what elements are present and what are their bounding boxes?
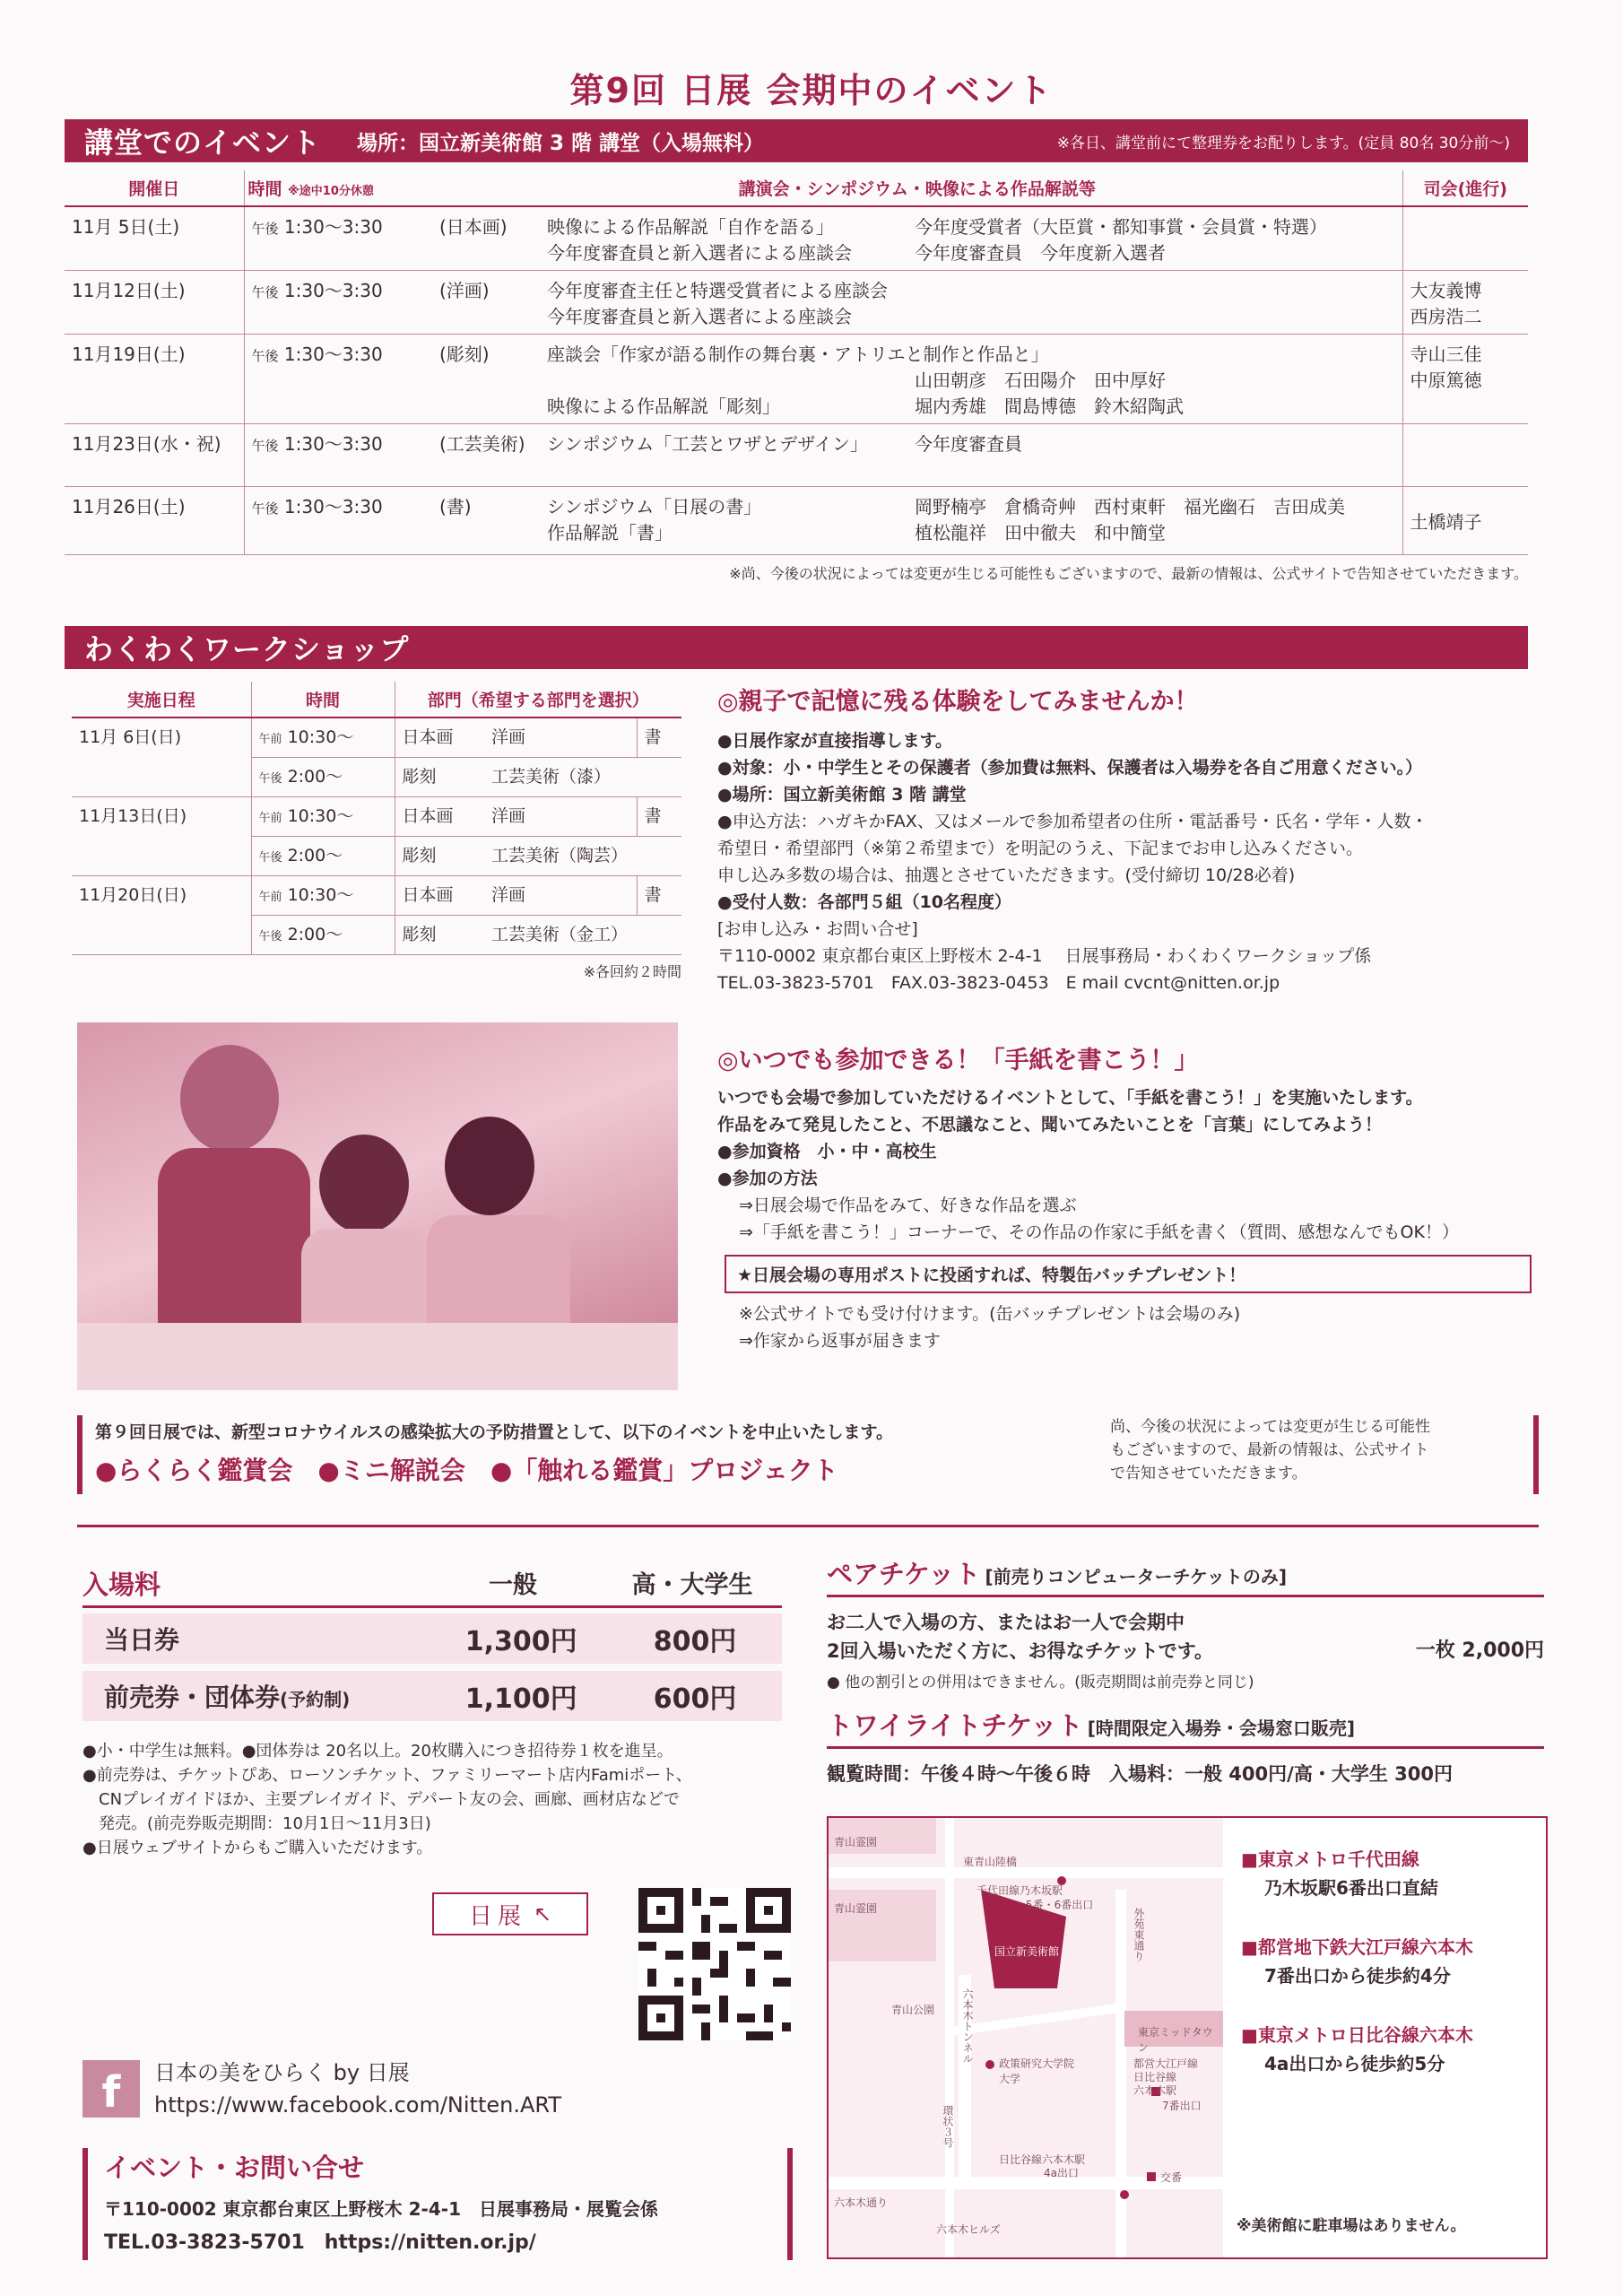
letter-line: ⇒日展会場で作品をみて、好きな作品を選ぶ bbox=[739, 1196, 1077, 1215]
col-mc: 司会(進行) bbox=[1402, 170, 1528, 206]
row-content: 今年度審査主任と特選受賞者による座談会 今年度審査員と新入選者による座談会 bbox=[540, 271, 1402, 335]
facebook-text: 日本の美をひらく by 日展 https://www.facebook.com/Nitten.ART bbox=[154, 2060, 561, 2118]
map-label: 日比谷線六本木駅 bbox=[999, 2153, 1086, 2166]
info-line: ●場所：国立新美術館 3 階 講堂 bbox=[717, 785, 967, 804]
twilight-sub: [時間限定入場券・会場窓口販売] bbox=[1087, 1718, 1356, 1739]
letter-line: ●参加の方法 bbox=[717, 1169, 818, 1188]
access-line: ■東京メトロ日比谷線六本木 bbox=[1241, 2024, 1473, 2046]
parking-note: ※美術館に駐車場はありません。 bbox=[1237, 2217, 1466, 2235]
workshop-info bbox=[717, 682, 1551, 996]
info-line: 申し込み多数の場合は、抽選とさせていただきます。(受付締切 10/28必着) bbox=[717, 865, 1296, 885]
fee-general: 1,300円 bbox=[464, 1626, 577, 1657]
row-content: シンポジウム「工芸とワザとデザイン」 今年度審査員 bbox=[540, 424, 1402, 487]
fee-row bbox=[82, 1671, 782, 1721]
dept: 彫刻 bbox=[395, 836, 484, 875]
fees-section bbox=[82, 1565, 782, 1930]
dept: 工芸美術（陶芸） bbox=[484, 836, 681, 875]
map-label: 環状３号 bbox=[942, 2105, 954, 2148]
dept: 洋画 bbox=[484, 718, 637, 757]
letter-line: ●参加資格 小・中・高校生 bbox=[717, 1142, 937, 1161]
dept: 日本画 bbox=[395, 796, 484, 836]
pair-price: 一枚 2,000円 bbox=[1415, 1639, 1544, 1662]
twilight-line: 観覧時間：午後４時〜午後６時 入場料：一般 400円/高・大学生 300円 bbox=[827, 1763, 1453, 1785]
row-genre: (日本画) bbox=[432, 206, 540, 271]
info-line: ●対象：小・中学生とその保護者（参加費は無料、保護者は入場券を各自ご用意ください。） bbox=[717, 758, 1423, 778]
contact-heading: イベント・お問い合せ bbox=[104, 2152, 365, 2183]
fees-heading: 入場料 bbox=[82, 1570, 161, 1600]
workshop-photo bbox=[77, 1022, 678, 1390]
search-box[interactable] bbox=[432, 1892, 588, 1935]
row-genre: (工芸美術) bbox=[432, 424, 540, 487]
dept: 彫刻 bbox=[395, 757, 484, 796]
ws-duration-note: ※各回約２時間 bbox=[583, 962, 681, 980]
dept: 書 bbox=[637, 718, 681, 757]
map-label: 都営大江戸線 bbox=[1133, 2057, 1199, 2070]
dept: 書 bbox=[637, 796, 681, 836]
twilight-header bbox=[827, 1706, 1544, 1749]
map-label: 4a出口 bbox=[1044, 2167, 1079, 2179]
ws-pm: 午後 2:00〜 bbox=[251, 757, 395, 796]
cursor-icon: ↖ bbox=[533, 1901, 552, 1926]
row-time: 午後 1:30〜3:30 bbox=[244, 271, 432, 335]
map-label: 7番出口 bbox=[1162, 2100, 1202, 2112]
row-genre: (彫刻) bbox=[432, 335, 540, 424]
col-time: 時間 ※途中10分休憩 bbox=[244, 170, 432, 206]
fees-col-student: 高・大学生 bbox=[631, 1571, 753, 1599]
ws-date: 11月13日(日) bbox=[72, 796, 251, 875]
pair-section bbox=[827, 1554, 1544, 1787]
qr-code-icon[interactable] bbox=[638, 1888, 791, 2040]
access-line: ■都営地下鉄大江戸線六本木 bbox=[1241, 1936, 1473, 1958]
facebook-icon: f bbox=[82, 2060, 140, 2118]
row-date: 11月12日(土) bbox=[65, 271, 244, 335]
row-content: 座談会「作家が語る制作の舞台裏・アトリエと制作と作品と」 山田朝彦 石田陽介 田中厚好 映像による作品解説「彫刻」 堀内秀雄 間島博德 鈴木紹陶武 bbox=[540, 335, 1402, 424]
pair-body: お二人で入場の方、またはお一人で会期中 2回入場いただく方に、お得なチケットです。 一枚 2,000円 bbox=[827, 1608, 1544, 1665]
map-label: 青山霊園 bbox=[834, 1836, 878, 1848]
dept: 日本画 bbox=[395, 875, 484, 915]
lecture-band bbox=[65, 119, 1528, 162]
map-label: 六本木駅 bbox=[1133, 2084, 1177, 2097]
divider bbox=[77, 1525, 1539, 1527]
info-line: ●申込方法：ハガキかFAX、又はメールで参加希望者の住所・電話番号・氏名・学年・人数・ bbox=[717, 812, 1428, 831]
lecture-footnote: ※尚、今後の状況によっては変更が生じる可能性もございますので、最新の情報は、公式サイトで告知させていただきます。 bbox=[729, 565, 1528, 582]
lecture-notice: ※各日、講堂前にて整理券をお配りします。(定員 80名 30分前〜) bbox=[1056, 134, 1510, 152]
row-time: 午後 1:30〜3:30 bbox=[244, 487, 432, 555]
dept: 日本画 bbox=[395, 718, 484, 757]
map-label: 政策研究大学院大学 bbox=[999, 2057, 1075, 2085]
ws-info-title: ◎親子で記憶に残る体験をしてみませんか！ bbox=[717, 688, 1199, 716]
fee-label: 当日券 bbox=[104, 1625, 180, 1655]
map-label: 外苑東通り bbox=[1133, 1908, 1145, 1961]
col-content: 講演会・シンポジウム・映像による作品解説等 bbox=[432, 170, 1402, 206]
letter-box: ★日展会場の専用ポストに投函すれば、特製缶バッチプレゼント！ bbox=[725, 1255, 1532, 1293]
twilight-heading: トワイライトチケット bbox=[827, 1710, 1083, 1741]
photo-image bbox=[77, 1022, 678, 1390]
map-label: 5番・6番出口 bbox=[1026, 1899, 1094, 1911]
access-list bbox=[1241, 1845, 1537, 2078]
access-line: ■東京メトロ千代田線 bbox=[1241, 1848, 1419, 1870]
ws-am: 午前 10:30〜 bbox=[251, 718, 395, 757]
cancel-bar-right bbox=[1533, 1415, 1539, 1494]
cancel-items: ●らくらく鑑賞会 ●ミニ解説会 ●「触れる鑑賞」プロジェクト bbox=[95, 1456, 838, 1485]
contact-tel: TEL.03-3823-5701 https://nitten.or.jp/ bbox=[104, 2231, 536, 2254]
ws-col-date: 実施日程 bbox=[72, 682, 251, 718]
lecture-schedule bbox=[65, 170, 1528, 555]
dept: 書 bbox=[637, 875, 681, 915]
row-date: 11月23日(水・祝) bbox=[65, 424, 244, 487]
table-row bbox=[72, 875, 681, 915]
map-label: 青山霊園 bbox=[834, 1902, 878, 1915]
row-date: 11月19日(土) bbox=[65, 335, 244, 424]
letter-line: ⇒作家から返事が届きます bbox=[739, 1331, 941, 1351]
dept: 洋画 bbox=[484, 875, 637, 915]
row-mc bbox=[1402, 424, 1528, 487]
access-detail: 乃木坂駅6番出口直結 bbox=[1264, 1877, 1438, 1899]
row-content: シンポジウム「日展の書」 岡野楠亭 倉橋奇艸 西村東軒 福光幽石 吉田成美 作品解説「書」 植松龍祥 田中徹夫 和中簡堂 bbox=[540, 487, 1402, 555]
contact-bar-right bbox=[787, 2148, 793, 2260]
row-genre: (洋画) bbox=[432, 271, 540, 335]
search-label: 日展 bbox=[468, 1902, 526, 1930]
row-mc: 土橋靖子 bbox=[1402, 487, 1528, 555]
fee-student: 600円 bbox=[653, 1683, 737, 1715]
map-label: 東京ミッドタウン bbox=[1138, 2026, 1213, 2054]
lecture-heading: 講堂でのイベント bbox=[84, 126, 322, 160]
table-row bbox=[65, 424, 1528, 487]
row-genre: (書) bbox=[432, 487, 540, 555]
ws-date: 11月 6日(日) bbox=[72, 718, 251, 796]
row-mc bbox=[1402, 206, 1528, 271]
row-time: 午後 1:30〜3:30 bbox=[244, 206, 432, 271]
fee-row bbox=[82, 1613, 782, 1664]
access-detail: 4a出口から徒歩約5分 bbox=[1264, 2053, 1445, 2074]
dept: 洋画 bbox=[484, 796, 637, 836]
info-line: ●受付人数：各部門５組（10名程度） bbox=[717, 892, 1012, 912]
contact-address: 〒110-0002 東京都台東区上野桜木 2-4-1 日展事務局・展覧会係 bbox=[104, 2198, 658, 2220]
cancel-bar-left bbox=[77, 1415, 82, 1494]
letter-section bbox=[717, 1040, 1551, 1354]
map-label: 六本木通り bbox=[834, 2196, 889, 2209]
row-date: 11月 5日(土) bbox=[65, 206, 244, 271]
workshop-schedule bbox=[72, 682, 681, 955]
map-label: 国立新美術館 bbox=[994, 1945, 1060, 1958]
info-line: [お申し込み・お問い合せ] bbox=[717, 919, 918, 939]
map-label: 交番 bbox=[1160, 2171, 1183, 2184]
row-time: 午後 1:30〜3:30 bbox=[244, 335, 432, 424]
table-row bbox=[65, 206, 1528, 271]
ws-am: 午前 10:30〜 bbox=[251, 796, 395, 836]
row-time: 午後 1:30〜3:30 bbox=[244, 424, 432, 487]
table-row bbox=[65, 335, 1528, 424]
fee-label: 前売券・団体券(予約制) bbox=[104, 1683, 351, 1712]
col-date: 開催日 bbox=[65, 170, 244, 206]
row-mc: 寺山三佳 中原篤徳 bbox=[1402, 335, 1528, 424]
map-label: 東青山陸橋 bbox=[963, 1856, 1018, 1868]
table-row bbox=[72, 796, 681, 836]
dept: 彫刻 bbox=[395, 915, 484, 954]
map-label: 日比谷線 bbox=[1133, 2071, 1177, 2083]
dept: 工芸美術（金工） bbox=[484, 915, 681, 954]
pair-sub: [前売りコンピューターチケットのみ] bbox=[985, 1566, 1287, 1587]
info-line: 希望日・希望部門（※第２希望まで）を明記のうえ、下記までお申し込みください。 bbox=[717, 839, 1364, 858]
row-date: 11月26日(土) bbox=[65, 487, 244, 555]
fee-student: 800円 bbox=[653, 1626, 737, 1657]
map-label: 千代田線乃木坂駅 bbox=[976, 1884, 1063, 1897]
pair-note: ● 他の割引との併用はできません。(販売期間は前売券と同じ) bbox=[827, 1674, 1254, 1692]
lecture-venue: 場所：国立新美術館 3 階 講堂（入場無料） bbox=[357, 131, 765, 155]
workshop-table bbox=[72, 682, 681, 981]
workshop-band bbox=[65, 626, 1528, 669]
fees-col-general: 一般 bbox=[489, 1571, 537, 1599]
row-content: 映像による作品解説「自作を語る」 今年度受賞者（大臣賞・都知事賞・会員賞・特選） 今年度審査員と新入選者による座談会 今年度審査員 今年度新入選者 bbox=[540, 206, 1402, 271]
lecture-table bbox=[65, 170, 1528, 583]
page-title: 第9回 日展 会期中のイベント bbox=[569, 71, 1054, 110]
cancel-notice bbox=[77, 1415, 1539, 1494]
map-area bbox=[829, 1818, 1223, 2257]
access-detail: 7番出口から徒歩約4分 bbox=[1264, 1965, 1451, 1987]
info-line: 〒110-0002 東京都台東区上野桜木 2-4-1 日展事務局・わくわくワークショップ係 bbox=[717, 946, 1372, 966]
contact-section bbox=[82, 2148, 800, 2260]
access-map bbox=[827, 1816, 1548, 2259]
fee-notes: ●小・中学生は無料。●団体券は 20名以上。20枚購入につき招待券１枚を進呈。 ●前売券は、チケットぴあ、ローソンチケット、ファミリーマート店内Famiポート、 CNプレイガイドほか、主要プレイガイド、デパート友の会、画廊、画材店などで 発売。(前売券販売期間：10月1日〜11月3日) ●日展ウェブサイトからもご購入いただけます。 bbox=[82, 1742, 692, 1857]
fee-general: 1,100円 bbox=[464, 1683, 577, 1715]
ws-pm: 午後 2:00〜 bbox=[251, 836, 395, 875]
table-row bbox=[65, 271, 1528, 335]
ws-am: 午前 10:30〜 bbox=[251, 875, 395, 915]
letter-line: ⇒「手紙を書こう！」コーナーで、その作品の作家に手紙を書く（質問、感想なんでもOK！） bbox=[739, 1222, 1459, 1242]
info-line: ●日展作家が直接指導します。 bbox=[717, 731, 953, 751]
ws-col-dept: 部門（希望する部門を選択） bbox=[395, 682, 681, 718]
ws-pm: 午後 2:00〜 bbox=[251, 915, 395, 954]
table-row bbox=[65, 487, 1528, 555]
letter-title: ◎いつでも参加できる！「手紙を書こう！」 bbox=[717, 1047, 1199, 1074]
letter-line: 作品をみて発見したこと、不思議なこと、聞いてみたいことを「言葉」にしてみよう！ bbox=[717, 1115, 1383, 1135]
map-label: 六本木トンネル bbox=[961, 1988, 974, 2064]
contact-bar bbox=[82, 2148, 88, 2260]
map-label: 青山公園 bbox=[891, 2004, 935, 2016]
dept: 工芸美術（漆） bbox=[484, 757, 681, 796]
letter-line: ※公式サイトでも受け付けます。(缶バッチプレゼントは会場のみ) bbox=[739, 1304, 1241, 1324]
info-line: TEL.03-3823-5701 FAX.03-3823-0453 E mail cvcnt@nitten.or.jp bbox=[717, 973, 1280, 993]
letter-line: いつでも会場で参加していただけるイベントとして、「手紙を書こう！」を実施いたします。 bbox=[717, 1088, 1423, 1108]
workshop-heading: わくわくワークショップ bbox=[84, 632, 410, 666]
map-label: 六本木ヒルズ bbox=[936, 2223, 1001, 2236]
fees-header bbox=[82, 1565, 782, 1608]
pair-header bbox=[827, 1554, 1544, 1597]
pair-heading: ペアチケット bbox=[827, 1559, 981, 1589]
cancel-lead: 第９回日展では、新型コロナウイルスの感染拡大の予防措置として、以下のイベントを中止いたします。 bbox=[95, 1422, 893, 1442]
row-mc: 大友義博 西房浩二 bbox=[1402, 271, 1528, 335]
ws-date: 11月20日(日) bbox=[72, 875, 251, 954]
facebook-link[interactable] bbox=[82, 2054, 782, 2124]
ws-col-time: 時間 bbox=[251, 682, 395, 718]
table-row bbox=[72, 718, 681, 757]
cancel-side: 尚、今後の状況によっては変更が生じる可能性 もございますので、最新の情報は、公式サイト で告知させていただきます。 bbox=[1110, 1418, 1430, 1483]
